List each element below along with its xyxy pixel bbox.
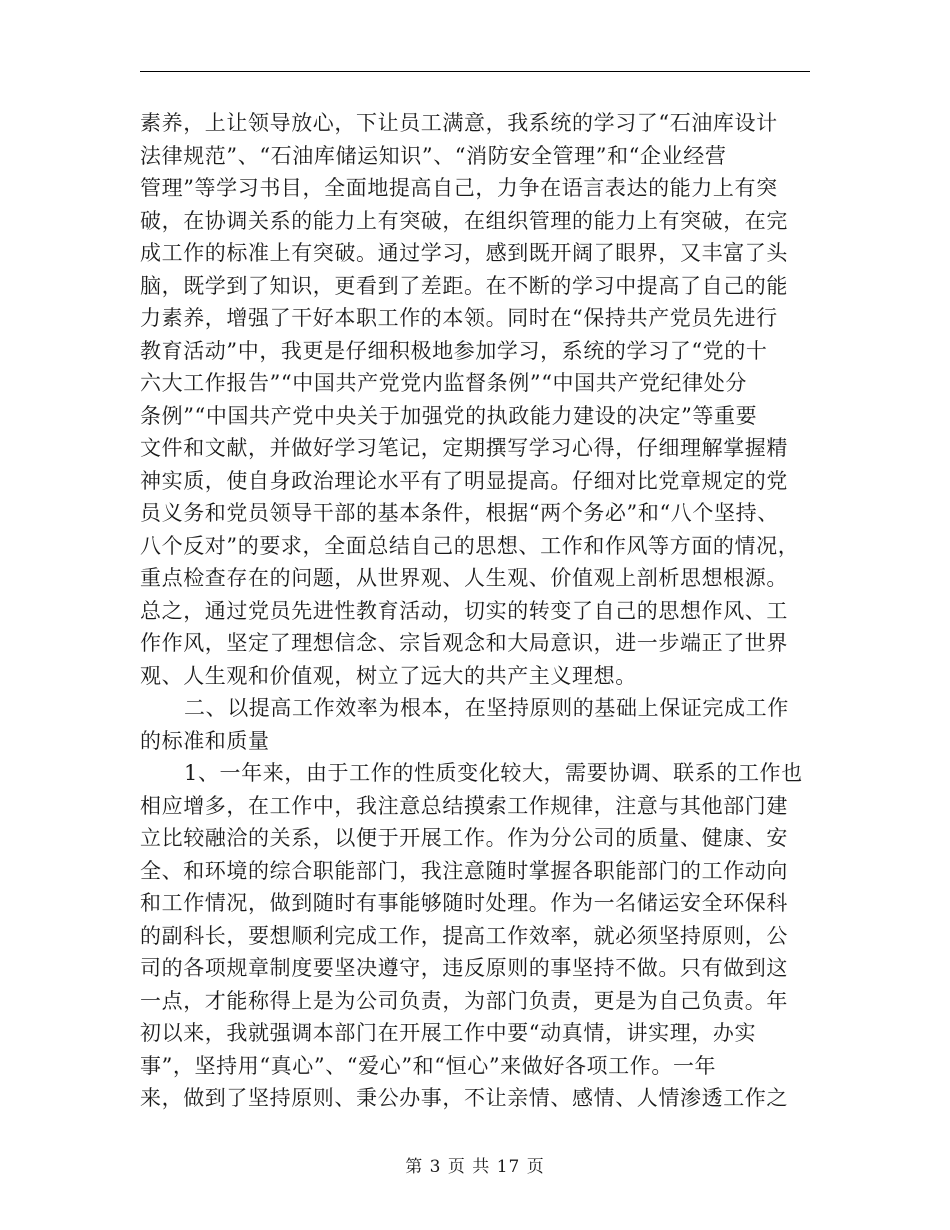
text-line: 员义务和党员领导干部的基本条件，根据“两个务必”和“八个坚持、 bbox=[140, 501, 779, 525]
text-line: 一点，才能称得上是为公司负责，为部门负责，更是为自己负责。年 bbox=[140, 988, 788, 1013]
text-line: 素养，上让领导放心，下让员工满意，我系统的学习了“石油库设计 bbox=[140, 111, 778, 135]
document-body bbox=[140, 107, 810, 1115]
text-line: 事”，坚持用“真心”、“爱心”和“恒心”来做好各项工作。一年 bbox=[140, 1053, 717, 1078]
text-line: 八个反对”的要求，全面总结自己的思想、工作和作风等方面的情况， bbox=[140, 533, 800, 558]
section-heading-line: 二、以提高工作效率为根本，在坚持原则的基础上保证完成工作 bbox=[184, 696, 789, 720]
section-heading-line: 的标准和质量 bbox=[140, 728, 270, 753]
text-line: 管理”等学习书目，全面地提高自己，力争在语言表达的能力上有突 bbox=[140, 176, 778, 200]
text-line: 六大工作报告”“中国共产党党内监督条例”“中国共产党纪律处分 bbox=[140, 371, 747, 395]
text-line: 全、和环境的综合职能部门，我注意随时掌握各职能部门的工作动向 bbox=[140, 858, 788, 883]
text-line: 相应增多，在工作中，我注意总结摸索工作规律，注意与其他部门建 bbox=[140, 793, 788, 818]
page-number-footer: 第 3 页 共 17 页 bbox=[405, 1157, 545, 1177]
text-line: 观、人生观和价值观，树立了远大的共产主义理想。 bbox=[140, 663, 637, 688]
text-line: 条例”“中国共产党中央关于加强党的执政能力建设的决定”等重要 bbox=[140, 403, 758, 428]
text-line: 重点检查存在的问题，从世界观、人生观、价值观上剖析思想根源。 bbox=[140, 566, 788, 590]
text-line: 教育活动”中，我更是仔细积极地参加学习，系统的学习了“党的十 bbox=[140, 338, 768, 363]
header-rule bbox=[140, 71, 810, 72]
text-line: 文件和文献，并做好学习笔记，定期撰写学习心得，仔细理解掌握精 bbox=[140, 436, 788, 460]
text-line: 作作风，坚定了理想信念、宗旨观念和大局意识，进一步端正了世界 bbox=[140, 631, 788, 655]
text-line: 破，在协调关系的能力上有突破，在组织管理的能力上有突破，在完 bbox=[140, 208, 788, 233]
text-line: 神实质，使自身政治理论水平有了明显提高。仔细对比党章规定的党 bbox=[140, 468, 788, 493]
text-line: 法律规范”、“石油库储运知识”、“消防安全管理”和“企业经营 bbox=[140, 143, 727, 168]
text-line: 立比较融洽的关系，以便于开展工作。作为分公司的质量、健康、安 bbox=[140, 826, 788, 850]
text-line: 力素养，增强了干好本职工作的本领。同时在“保持共产党员先进行 bbox=[140, 306, 778, 330]
text-line: 成工作的标准上有突破。通过学习，感到既开阔了眼界，又丰富了头 bbox=[140, 241, 788, 265]
text-line: 1、一年来，由于工作的性质变化较大，需要协调、联系的工作也 bbox=[184, 761, 803, 785]
text-line: 和工作情况，做到随时有事能够随时处理。作为一名储运安全环保科 bbox=[140, 891, 788, 915]
text-line: 脑，既学到了知识，更看到了差距。在不断的学习中提高了自己的能 bbox=[140, 273, 788, 298]
text-line: 来，做到了坚持原则、秉公办事，不让亲情、感情、人情渗透工作之 bbox=[140, 1086, 788, 1110]
text-line: 的副科长，要想顺利完成工作，提高工作效率，就必须坚持原则，公 bbox=[140, 923, 788, 948]
text-line: 司的各项规章制度要坚决遵守，违反原则的事坚持不做。只有做到这 bbox=[140, 956, 788, 980]
text-line: 初以来，我就强调本部门在开展工作中要“动真情，讲实理，办实 bbox=[140, 1021, 757, 1045]
text-line: 总之，通过党员先进性教育活动，切实的转变了自己的思想作风、工 bbox=[140, 598, 788, 623]
